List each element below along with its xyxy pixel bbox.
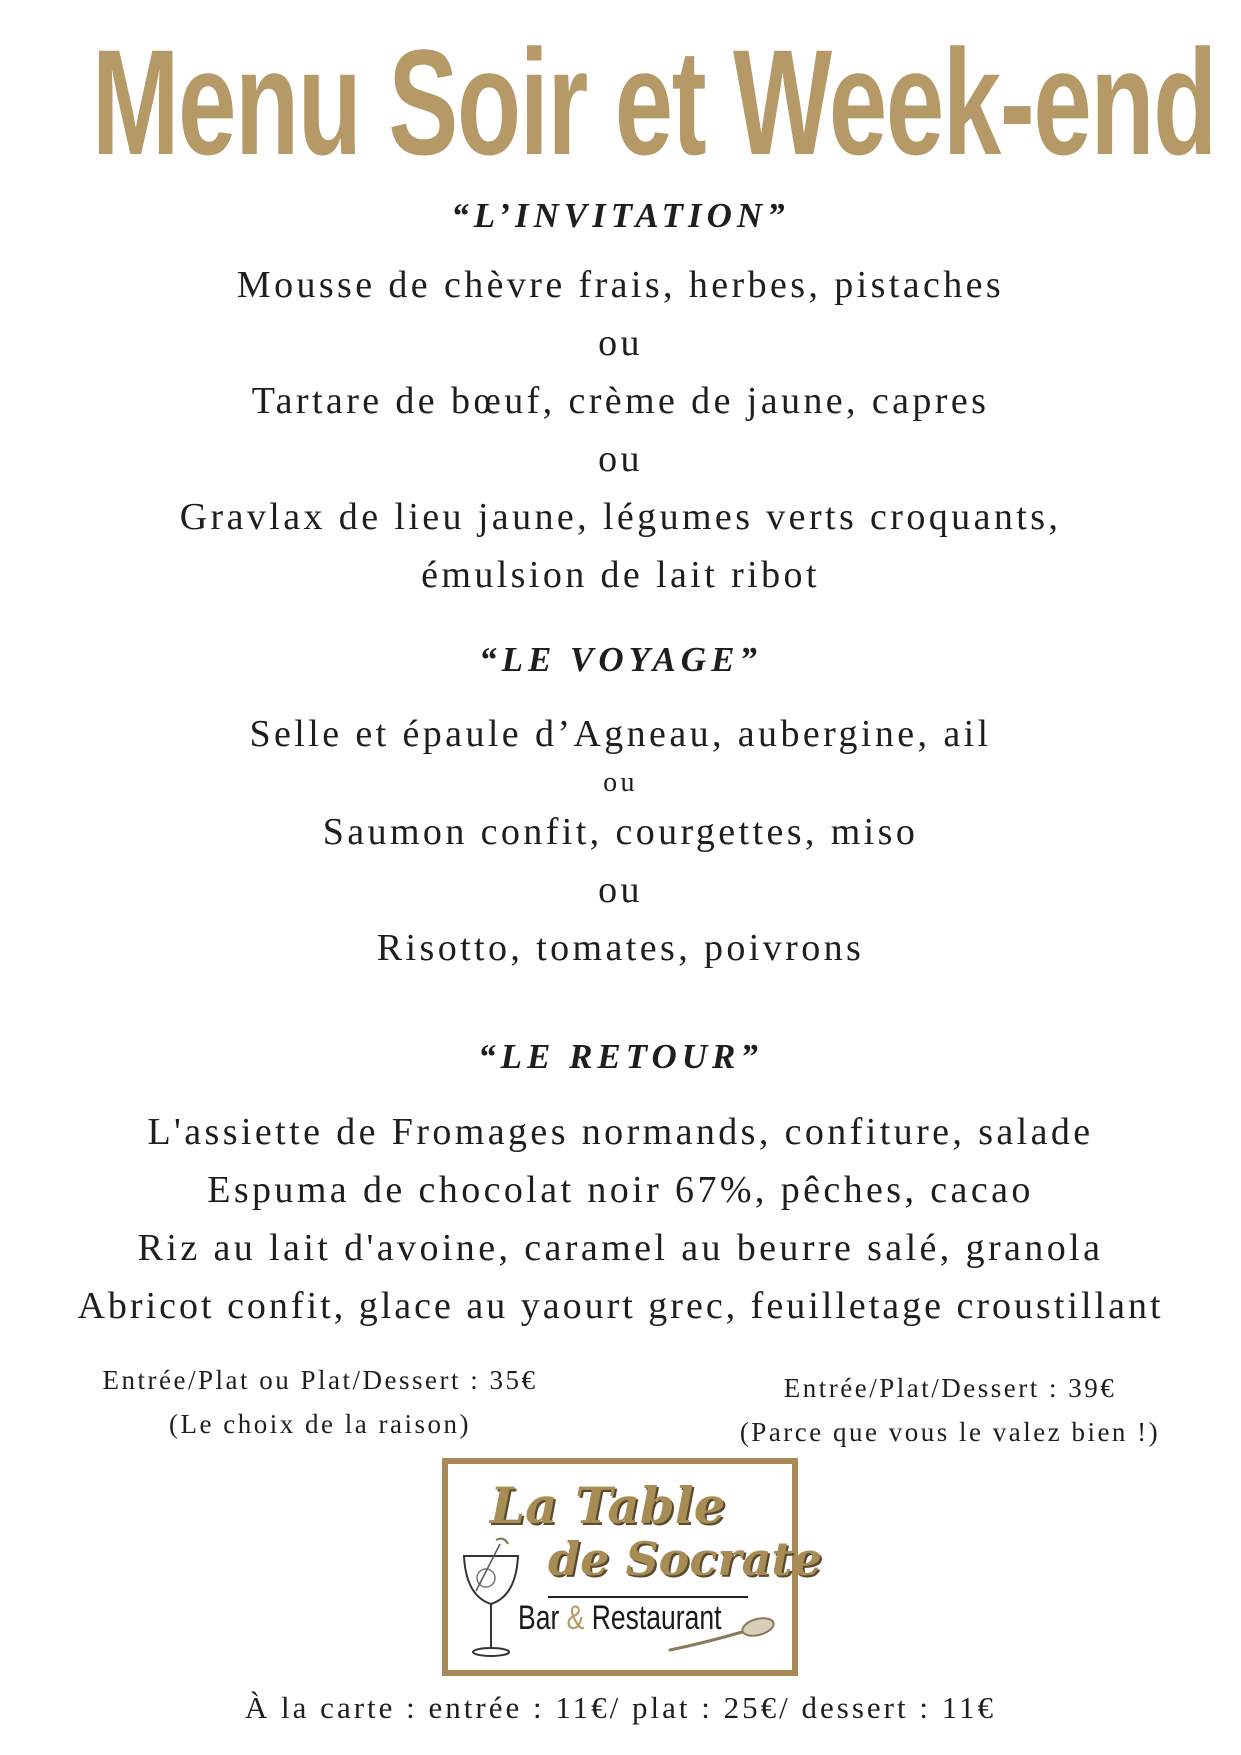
restaurant-logo [442, 1458, 822, 1676]
section-voyage [0, 640, 1241, 680]
dish-item: L'assiette de Fromages normands, confiture, salade [147, 1111, 1094, 1153]
dish-item: Espuma de chocolat noir 67%, pêches, cacao [207, 1169, 1034, 1211]
a-la-carte-prices: À la carte : entrée : 11€/ plat : 25€/ dessert : 11€ [244, 1690, 997, 1725]
cocktail-glass-icon [456, 1536, 526, 1666]
price-line: Entrée/Plat/Dessert : 39€ [783, 1373, 1117, 1403]
price-note: (Parce que vous le valez bien !) [739, 1417, 1161, 1447]
logo-text-line1: La Table [490, 1476, 726, 1535]
section-heading: “LE VOYAGE” [479, 640, 762, 679]
or-separator: ou [598, 438, 643, 480]
dish-item: Riz au lait d'avoine, caramel au beurre salé, granola [137, 1227, 1104, 1269]
or-separator: ou [603, 767, 638, 798]
section-voyage-items [0, 705, 1241, 977]
section-heading: “L’INVITATION” [451, 196, 790, 235]
logo-sub-bar: Bar [518, 1599, 560, 1637]
dish-item: Tartare de bœuf, crème de jaune, capres [251, 380, 990, 422]
spoon-icon [668, 1614, 778, 1654]
logo-divider [548, 1596, 748, 1598]
section-retour-items [0, 1103, 1241, 1335]
or-separator: ou [598, 322, 643, 364]
price-note: (Le choix de la raison) [169, 1409, 471, 1439]
section-heading: “LE RETOUR” [478, 1037, 763, 1076]
section-invitation-items [0, 256, 1241, 604]
dish-item: Risotto, tomates, poivrons [376, 927, 865, 969]
dish-item: Gravlax de lieu jaune, légumes verts croquants, [179, 496, 1062, 538]
section-invitation [0, 196, 1241, 236]
logo-sub-restaurant: Restaurant [591, 1599, 722, 1637]
price-formula-three-courses [690, 1366, 1210, 1454]
dish-item: Mousse de chèvre frais, herbes, pistaches [236, 264, 1005, 306]
dish-item: émulsion de lait ribot [421, 554, 820, 596]
dish-item: Saumon confit, courgettes, miso [322, 811, 919, 853]
page-title: Menu Soir et Week-end [92, 18, 1216, 186]
price-line: Entrée/Plat ou Plat/Dessert : 35€ [102, 1365, 538, 1395]
logo-sub-amp: & [566, 1599, 585, 1637]
price-formula-two-courses [60, 1358, 580, 1446]
dish-item: Selle et épaule d’Agneau, aubergine, ail [249, 713, 992, 755]
or-separator: ou [598, 869, 643, 911]
logo-text-line2: de Socrate [548, 1532, 822, 1586]
dish-item: Abricot confit, glace au yaourt grec, feuilletage croustillant [77, 1285, 1164, 1327]
section-retour [0, 1037, 1241, 1077]
